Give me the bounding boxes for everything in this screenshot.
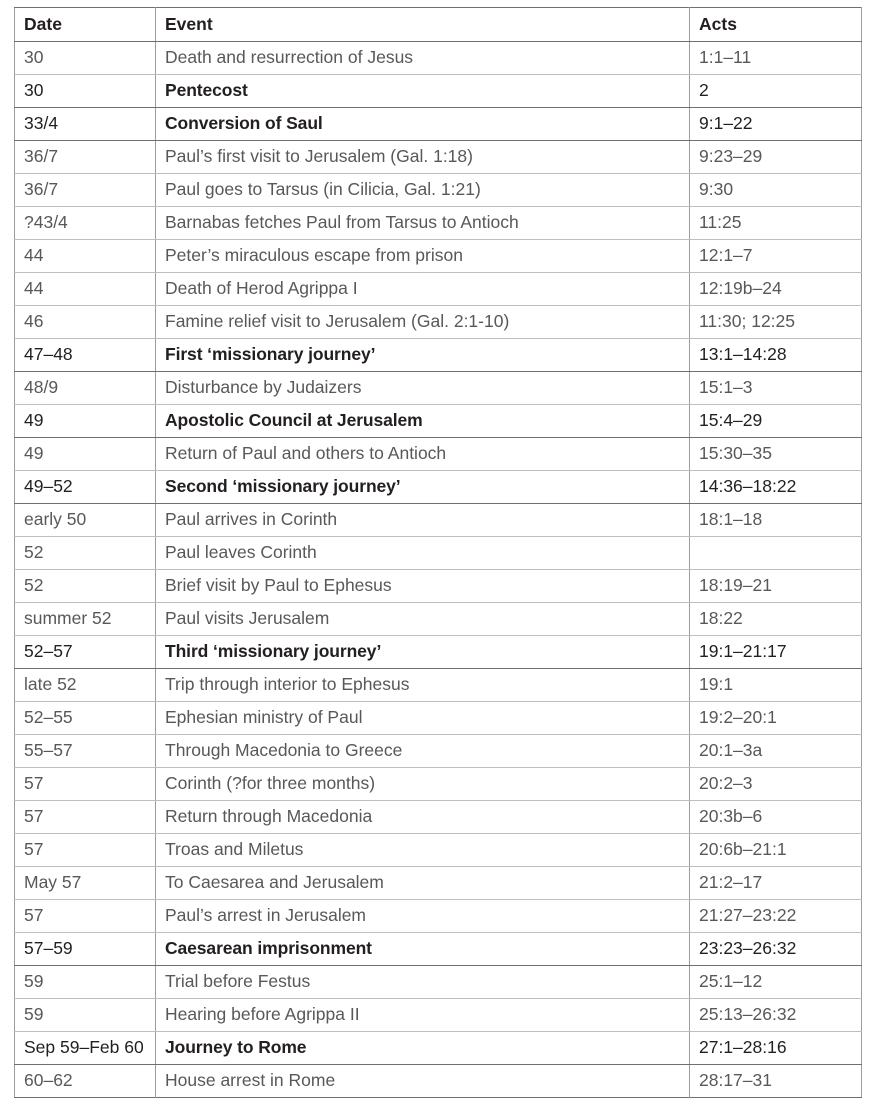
cell-date: 44 [15,273,156,306]
cell-date: early 50 [15,504,156,537]
cell-date: Sep 59–Feb 60 [15,1032,156,1065]
pauline-chronology-table [14,7,862,1098]
table-row [15,42,862,75]
table-row [15,372,862,405]
column-header-event: Event [156,8,690,42]
table-row [15,933,862,966]
table-row [15,834,862,867]
cell-event: Third ‘missionary journey’ [156,636,690,669]
cell-acts: 25:13–26:32 [690,999,862,1032]
cell-date: 30 [15,42,156,75]
cell-acts: 27:1–28:16 [690,1032,862,1065]
table-row [15,75,862,108]
cell-event: Return of Paul and others to Antioch [156,438,690,471]
cell-acts: 18:22 [690,603,862,636]
cell-acts: 9:30 [690,174,862,207]
cell-acts: 19:2–20:1 [690,702,862,735]
table-row [15,504,862,537]
table-row [15,240,862,273]
cell-event: Conversion of Saul [156,108,690,141]
table-row [15,108,862,141]
table-row [15,966,862,999]
cell-date: 47–48 [15,339,156,372]
cell-event: Brief visit by Paul to Ephesus [156,570,690,603]
cell-acts: 21:27–23:22 [690,900,862,933]
table-body [15,42,862,1098]
cell-event: Corinth (?for three months) [156,768,690,801]
column-header-date: Date [15,8,156,42]
cell-date: 57 [15,834,156,867]
table-row [15,306,862,339]
cell-date: 52 [15,570,156,603]
cell-acts: 12:19b–24 [690,273,862,306]
table-row [15,273,862,306]
cell-event: Caesarean imprisonment [156,933,690,966]
table-row [15,1065,862,1098]
table-row [15,405,862,438]
cell-acts: 20:2–3 [690,768,862,801]
cell-date: ?43/4 [15,207,156,240]
cell-event: Ephesian ministry of Paul [156,702,690,735]
cell-event: Paul’s arrest in Jerusalem [156,900,690,933]
table-row [15,702,862,735]
cell-event: Paul leaves Corinth [156,537,690,570]
cell-acts: 18:19–21 [690,570,862,603]
table-row [15,570,862,603]
chronology-table-container [14,7,861,1098]
cell-event: Troas and Miletus [156,834,690,867]
cell-acts: 20:3b–6 [690,801,862,834]
cell-date: 57 [15,768,156,801]
cell-event: Apostolic Council at Jerusalem [156,405,690,438]
cell-date: 57 [15,900,156,933]
cell-date: 49 [15,405,156,438]
cell-event: Pentecost [156,75,690,108]
table-row [15,141,862,174]
table-header [15,8,862,42]
cell-date: 52 [15,537,156,570]
cell-event: Disturbance by Judaizers [156,372,690,405]
cell-acts: 19:1–21:17 [690,636,862,669]
cell-date: 52–55 [15,702,156,735]
cell-date: 52–57 [15,636,156,669]
cell-event: To Caesarea and Jerusalem [156,867,690,900]
cell-event: Journey to Rome [156,1032,690,1065]
table-row [15,636,862,669]
table-row [15,768,862,801]
cell-acts: 14:36–18:22 [690,471,862,504]
cell-acts: 1:1–11 [690,42,862,75]
table-row [15,900,862,933]
column-header-acts: Acts [690,8,862,42]
cell-date: 36/7 [15,174,156,207]
table-row [15,999,862,1032]
cell-acts: 9:23–29 [690,141,862,174]
table-row [15,603,862,636]
cell-event: Trial before Festus [156,966,690,999]
cell-event: Second ‘missionary journey’ [156,471,690,504]
cell-acts: 12:1–7 [690,240,862,273]
cell-acts: 23:23–26:32 [690,933,862,966]
cell-date: 57 [15,801,156,834]
cell-event: Paul arrives in Corinth [156,504,690,537]
cell-event: Paul visits Jerusalem [156,603,690,636]
cell-event: Paul goes to Tarsus (in Cilicia, Gal. 1:21) [156,174,690,207]
cell-acts: 11:30; 12:25 [690,306,862,339]
cell-event: First ‘missionary journey’ [156,339,690,372]
table-row [15,339,862,372]
cell-date: late 52 [15,669,156,702]
cell-event: Death of Herod Agrippa I [156,273,690,306]
cell-event: Paul’s first visit to Jerusalem (Gal. 1:18) [156,141,690,174]
cell-event: Trip through interior to Ephesus [156,669,690,702]
table-row [15,471,862,504]
cell-acts: 15:4–29 [690,405,862,438]
cell-date: 33/4 [15,108,156,141]
cell-acts: 20:1–3a [690,735,862,768]
cell-date: 30 [15,75,156,108]
cell-acts: 18:1–18 [690,504,862,537]
cell-date: 48/9 [15,372,156,405]
cell-event: Famine relief visit to Jerusalem (Gal. 2:1-10) [156,306,690,339]
cell-acts: 28:17–31 [699,1070,772,1091]
cell-date: 49–52 [15,471,156,504]
cell-event: Through Macedonia to Greece [156,735,690,768]
cell-date: 57–59 [15,933,156,966]
cell-acts: 21:2–17 [690,867,862,900]
table-row [15,735,862,768]
cell-acts: 15:1–3 [690,372,862,405]
cell-event: Hearing before Agrippa II [156,999,690,1032]
table-row [15,537,862,570]
table-row [15,867,862,900]
cell-date: 60–62 [15,1065,156,1098]
cell-event: Barnabas fetches Paul from Tarsus to Antioch [156,207,690,240]
table-row [15,1032,862,1065]
cell-event: Peter’s miraculous escape from prison [156,240,690,273]
cell-acts: 2 [690,75,862,108]
cell-date: May 57 [15,867,156,900]
table-header-row [15,8,862,42]
table-row [15,669,862,702]
cell-date: summer 52 [15,603,156,636]
table-row [15,174,862,207]
cell-acts: 19:1 [690,669,862,702]
cell-event: House arrest in Rome [156,1065,690,1098]
cell-acts [690,537,862,570]
table-row [15,801,862,834]
cell-date: 46 [15,306,156,339]
cell-date: 55–57 [15,735,156,768]
cell-date: 59 [15,966,156,999]
cell-date: 36/7 [15,141,156,174]
cell-acts: 15:30–35 [690,438,862,471]
cell-date: 44 [15,240,156,273]
cell-event: Return through Macedonia [156,801,690,834]
cell-date: 59 [15,999,156,1032]
cell-acts: 20:6b–21:1 [690,834,862,867]
cell-date: 49 [15,438,156,471]
cell-acts: 9:1–22 [690,108,862,141]
cell-acts: 11:25 [690,207,862,240]
cell-acts: 25:1–12 [690,966,862,999]
table-row [15,207,862,240]
cell-acts: 13:1–14:28 [690,339,862,372]
table-row [15,438,862,471]
cell-event: Death and resurrection of Jesus [156,42,690,75]
